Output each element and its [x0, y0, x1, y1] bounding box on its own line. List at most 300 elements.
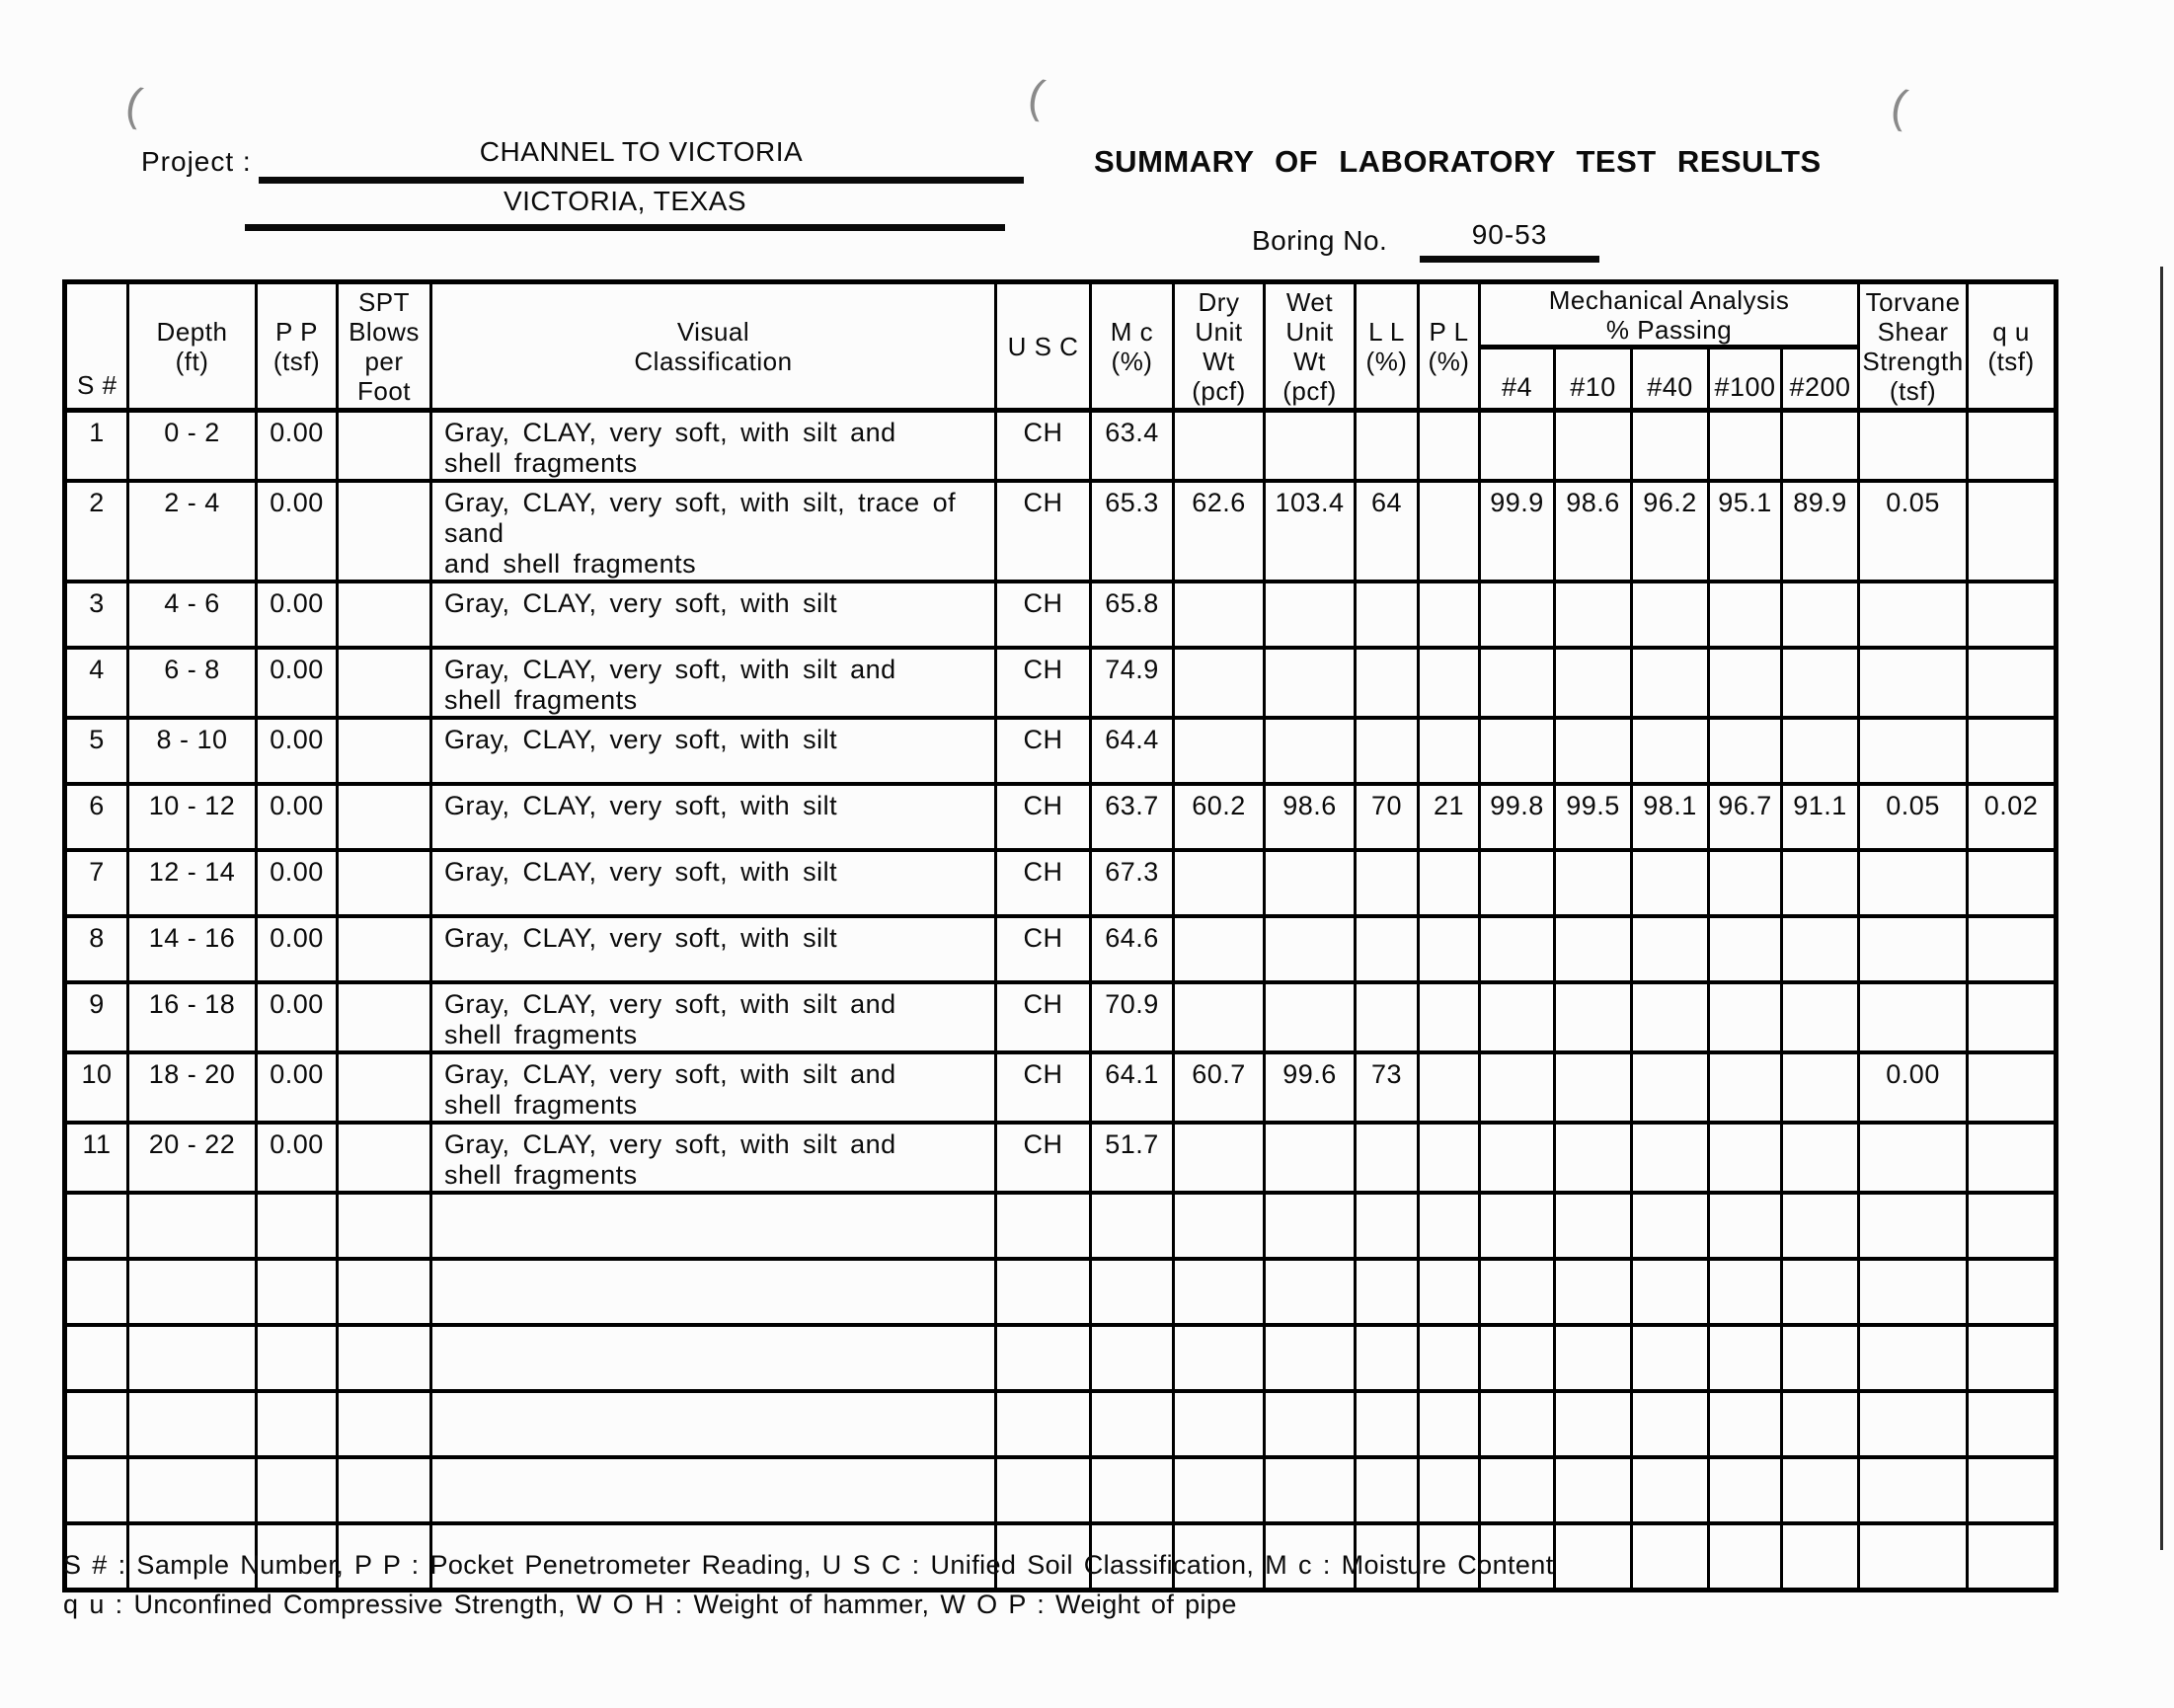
cell-qu: 0.02	[1968, 784, 2057, 850]
cell-ll	[1356, 1457, 1419, 1523]
col-header-sample-number: S #	[65, 282, 128, 411]
cell-pl	[1419, 1193, 1480, 1259]
cell-wet-unit-wt	[1265, 582, 1356, 648]
footnote-abbreviations-2: q u : Unconfined Compressive Strength, W O H : Weight of hammer, W O P : Weight of pipe	[63, 1590, 1237, 1619]
cell-sample-number	[65, 1193, 128, 1259]
table-row	[65, 481, 2057, 582]
cell-passing-10	[1555, 1457, 1632, 1523]
col-header-dry-unit-wt: Dry Unit Wt (pcf)	[1174, 282, 1265, 411]
cell-dry-unit-wt	[1174, 916, 1265, 982]
cell-torvane-shear	[1859, 648, 1968, 718]
col-header-pl: P L (%)	[1419, 282, 1480, 411]
cell-sample-number: 2	[65, 481, 128, 582]
cell-torvane-shear	[1859, 850, 1968, 916]
cell-dry-unit-wt	[1174, 1259, 1265, 1325]
cell-pp: 0.00	[257, 1052, 338, 1123]
cell-mc: 63.7	[1091, 784, 1174, 850]
cell-visual-classification: Gray, CLAY, very soft, with silt	[431, 916, 996, 982]
cell-passing-10: 98.6	[1555, 481, 1632, 582]
project-name: CHANNEL TO VICTORIA	[259, 136, 1024, 184]
scan-artifact: (	[121, 77, 146, 130]
table-row	[65, 784, 2057, 850]
cell-visual-classification: Gray, CLAY, very soft, with silt and shell fragments	[431, 1052, 996, 1123]
cell-passing-40	[1632, 982, 1709, 1052]
cell-passing-200	[1782, 648, 1859, 718]
cell-mc	[1091, 1457, 1174, 1523]
cell-spt-blows	[338, 1193, 431, 1259]
cell-dry-unit-wt	[1174, 582, 1265, 648]
cell-visual-classification	[431, 1259, 996, 1325]
cell-passing-100	[1709, 1123, 1782, 1193]
table-row	[65, 1259, 2057, 1325]
cell-torvane-shear	[1859, 1523, 1968, 1590]
cell-usc: CH	[996, 411, 1091, 482]
cell-visual-classification: Gray, CLAY, very soft, with silt, trace of sand and shell fragments	[431, 481, 996, 582]
cell-depth: 2 - 4	[128, 481, 257, 582]
cell-pl	[1419, 582, 1480, 648]
cell-passing-10	[1555, 582, 1632, 648]
col-header-depth: Depth (ft)	[128, 282, 257, 411]
cell-ll	[1356, 916, 1419, 982]
project-label: Project :	[141, 146, 252, 177]
cell-spt-blows	[338, 648, 431, 718]
cell-passing-10	[1555, 718, 1632, 784]
cell-passing-200	[1782, 1391, 1859, 1457]
col-header-ll: L L (%)	[1356, 282, 1419, 411]
cell-qu	[1968, 982, 2057, 1052]
cell-torvane-shear	[1859, 1325, 1968, 1391]
cell-qu	[1968, 648, 2057, 718]
cell-spt-blows	[338, 1259, 431, 1325]
cell-passing-100	[1709, 1325, 1782, 1391]
cell-depth: 10 - 12	[128, 784, 257, 850]
table-row	[65, 1391, 2057, 1457]
cell-passing-100	[1709, 850, 1782, 916]
cell-torvane-shear	[1859, 1457, 1968, 1523]
cell-torvane-shear	[1859, 582, 1968, 648]
cell-passing-40	[1632, 1052, 1709, 1123]
table-row	[65, 1325, 2057, 1391]
cell-passing-100	[1709, 1193, 1782, 1259]
cell-usc	[996, 1391, 1091, 1457]
cell-sample-number: 4	[65, 648, 128, 718]
cell-passing-10	[1555, 982, 1632, 1052]
cell-pp	[257, 1193, 338, 1259]
cell-pp: 0.00	[257, 411, 338, 482]
cell-wet-unit-wt	[1265, 648, 1356, 718]
cell-visual-classification: Gray, CLAY, very soft, with silt	[431, 718, 996, 784]
table-row	[65, 718, 2057, 784]
cell-visual-classification: Gray, CLAY, very soft, with silt	[431, 784, 996, 850]
cell-sample-number: 7	[65, 850, 128, 916]
cell-passing-200	[1782, 718, 1859, 784]
cell-passing-100	[1709, 582, 1782, 648]
cell-passing-100: 95.1	[1709, 481, 1782, 582]
cell-usc: CH	[996, 582, 1091, 648]
cell-pl	[1419, 1391, 1480, 1457]
cell-qu	[1968, 1391, 2057, 1457]
cell-pl	[1419, 1052, 1480, 1123]
cell-passing-10	[1555, 1052, 1632, 1123]
cell-depth: 8 - 10	[128, 718, 257, 784]
cell-torvane-shear	[1859, 411, 1968, 482]
cell-wet-unit-wt: 99.6	[1265, 1052, 1356, 1123]
table-row	[65, 648, 2057, 718]
cell-qu	[1968, 850, 2057, 916]
cell-passing-4	[1480, 1259, 1555, 1325]
boring-no-label: Boring No.	[1252, 225, 1388, 256]
cell-depth	[128, 1457, 257, 1523]
cell-passing-200	[1782, 1052, 1859, 1123]
cell-passing-4	[1480, 1123, 1555, 1193]
cell-torvane-shear: 0.00	[1859, 1052, 1968, 1123]
cell-pl	[1419, 411, 1480, 482]
cell-passing-200	[1782, 1457, 1859, 1523]
cell-pp: 0.00	[257, 582, 338, 648]
col-header-pp: P P (tsf)	[257, 282, 338, 411]
cell-passing-100	[1709, 1259, 1782, 1325]
cell-dry-unit-wt	[1174, 1325, 1265, 1391]
cell-mc: 67.3	[1091, 850, 1174, 916]
cell-wet-unit-wt: 103.4	[1265, 481, 1356, 582]
cell-passing-200	[1782, 916, 1859, 982]
cell-passing-10	[1555, 1325, 1632, 1391]
cell-ll: 64	[1356, 481, 1419, 582]
cell-pl	[1419, 1123, 1480, 1193]
cell-visual-classification: Gray, CLAY, very soft, with silt and shell fragments	[431, 411, 996, 482]
table-row	[65, 916, 2057, 982]
cell-wet-unit-wt: 98.6	[1265, 784, 1356, 850]
cell-depth: 14 - 16	[128, 916, 257, 982]
cell-passing-100	[1709, 916, 1782, 982]
cell-depth: 18 - 20	[128, 1052, 257, 1123]
cell-depth: 6 - 8	[128, 648, 257, 718]
cell-spt-blows	[338, 582, 431, 648]
cell-visual-classification: Gray, CLAY, very soft, with silt	[431, 850, 996, 916]
cell-usc	[996, 1457, 1091, 1523]
cell-ll: 70	[1356, 784, 1419, 850]
table-row	[65, 411, 2057, 482]
cell-passing-4	[1480, 1325, 1555, 1391]
col-header-sieve-200: #200	[1782, 348, 1859, 411]
cell-passing-100	[1709, 1523, 1782, 1590]
col-header-sieve-100: #100	[1709, 348, 1782, 411]
cell-passing-4	[1480, 916, 1555, 982]
cell-torvane-shear	[1859, 1193, 1968, 1259]
cell-passing-10	[1555, 1259, 1632, 1325]
cell-mc: 65.8	[1091, 582, 1174, 648]
cell-pl	[1419, 1259, 1480, 1325]
table-body	[65, 411, 2057, 1591]
cell-passing-4: 99.8	[1480, 784, 1555, 850]
cell-passing-40: 98.1	[1632, 784, 1709, 850]
cell-passing-10: 99.5	[1555, 784, 1632, 850]
cell-passing-40	[1632, 1123, 1709, 1193]
cell-torvane-shear	[1859, 718, 1968, 784]
cell-mc: 51.7	[1091, 1123, 1174, 1193]
cell-pl	[1419, 1325, 1480, 1391]
cell-passing-40	[1632, 411, 1709, 482]
cell-sample-number: 6	[65, 784, 128, 850]
cell-visual-classification	[431, 1193, 996, 1259]
cell-qu	[1968, 1457, 2057, 1523]
col-header-qu: q u (tsf)	[1968, 282, 2057, 411]
cell-pp: 0.00	[257, 718, 338, 784]
cell-ll	[1356, 1391, 1419, 1457]
cell-dry-unit-wt	[1174, 1391, 1265, 1457]
cell-passing-200	[1782, 582, 1859, 648]
cell-wet-unit-wt	[1265, 411, 1356, 482]
cell-ll	[1356, 850, 1419, 916]
cell-qu	[1968, 1193, 2057, 1259]
project-location: VICTORIA, TEXAS	[245, 186, 1005, 231]
cell-qu	[1968, 1325, 2057, 1391]
cell-torvane-shear: 0.05	[1859, 481, 1968, 582]
cell-depth	[128, 1391, 257, 1457]
cell-visual-classification	[431, 1325, 996, 1391]
cell-mc: 63.4	[1091, 411, 1174, 482]
cell-qu	[1968, 1523, 2057, 1590]
cell-passing-10	[1555, 1193, 1632, 1259]
cell-torvane-shear: 0.05	[1859, 784, 1968, 850]
cell-passing-200	[1782, 411, 1859, 482]
cell-passing-100: 96.7	[1709, 784, 1782, 850]
cell-sample-number: 5	[65, 718, 128, 784]
cell-pp	[257, 1391, 338, 1457]
cell-passing-40	[1632, 1193, 1709, 1259]
cell-usc: CH	[996, 481, 1091, 582]
cell-mc	[1091, 1259, 1174, 1325]
cell-pp: 0.00	[257, 1123, 338, 1193]
cell-passing-10	[1555, 850, 1632, 916]
col-header-wet-unit-wt: Wet Unit Wt (pcf)	[1265, 282, 1356, 411]
col-header-usc: U S C	[996, 282, 1091, 411]
table-row	[65, 1457, 2057, 1523]
lab-results-table	[62, 279, 2058, 1592]
cell-passing-200	[1782, 1325, 1859, 1391]
cell-mc: 64.4	[1091, 718, 1174, 784]
cell-passing-40	[1632, 1259, 1709, 1325]
cell-sample-number	[65, 1391, 128, 1457]
col-header-sieve-10: #10	[1555, 348, 1632, 411]
cell-qu	[1968, 1259, 2057, 1325]
cell-usc: CH	[996, 718, 1091, 784]
cell-passing-4	[1480, 718, 1555, 784]
cell-qu	[1968, 916, 2057, 982]
cell-passing-4	[1480, 982, 1555, 1052]
cell-passing-4	[1480, 1457, 1555, 1523]
cell-pp: 0.00	[257, 648, 338, 718]
cell-passing-4	[1480, 1193, 1555, 1259]
cell-ll	[1356, 648, 1419, 718]
page-title: SUMMARY OF LABORATORY TEST RESULTS	[1094, 144, 1822, 179]
cell-passing-40	[1632, 582, 1709, 648]
cell-passing-200	[1782, 1193, 1859, 1259]
cell-pp: 0.00	[257, 481, 338, 582]
cell-sample-number: 3	[65, 582, 128, 648]
cell-dry-unit-wt	[1174, 982, 1265, 1052]
cell-dry-unit-wt: 60.7	[1174, 1052, 1265, 1123]
cell-spt-blows	[338, 850, 431, 916]
cell-sample-number: 10	[65, 1052, 128, 1123]
cell-usc: CH	[996, 850, 1091, 916]
cell-sample-number	[65, 1457, 128, 1523]
cell-passing-4	[1480, 582, 1555, 648]
cell-usc: CH	[996, 916, 1091, 982]
cell-ll	[1356, 1123, 1419, 1193]
cell-wet-unit-wt	[1265, 1391, 1356, 1457]
cell-wet-unit-wt	[1265, 1193, 1356, 1259]
cell-dry-unit-wt	[1174, 648, 1265, 718]
cell-usc	[996, 1259, 1091, 1325]
cell-wet-unit-wt	[1265, 982, 1356, 1052]
cell-qu	[1968, 582, 2057, 648]
cell-passing-40	[1632, 850, 1709, 916]
col-header-spt: SPT Blows per Foot	[338, 282, 431, 411]
cell-passing-40	[1632, 1391, 1709, 1457]
cell-spt-blows	[338, 784, 431, 850]
cell-passing-10	[1555, 1523, 1632, 1590]
cell-pl	[1419, 648, 1480, 718]
cell-passing-100	[1709, 718, 1782, 784]
col-header-mechanical-analysis: Mechanical Analysis % Passing	[1480, 282, 1859, 348]
cell-pl	[1419, 982, 1480, 1052]
cell-passing-10	[1555, 916, 1632, 982]
cell-sample-number	[65, 1325, 128, 1391]
cell-visual-classification: Gray, CLAY, very soft, with silt	[431, 582, 996, 648]
cell-usc: CH	[996, 648, 1091, 718]
cell-passing-40: 96.2	[1632, 481, 1709, 582]
cell-passing-200: 91.1	[1782, 784, 1859, 850]
cell-spt-blows	[338, 982, 431, 1052]
cell-sample-number: 9	[65, 982, 128, 1052]
cell-passing-100	[1709, 1052, 1782, 1123]
cell-passing-4	[1480, 1391, 1555, 1457]
cell-sample-number: 8	[65, 916, 128, 982]
table-row	[65, 1123, 2057, 1193]
cell-spt-blows	[338, 1325, 431, 1391]
cell-depth	[128, 1259, 257, 1325]
cell-dry-unit-wt	[1174, 1457, 1265, 1523]
cell-depth	[128, 1193, 257, 1259]
cell-passing-200	[1782, 1259, 1859, 1325]
cell-sample-number: 11	[65, 1123, 128, 1193]
cell-passing-4: 99.9	[1480, 481, 1555, 582]
cell-wet-unit-wt	[1265, 916, 1356, 982]
cell-passing-4	[1480, 411, 1555, 482]
table-row	[65, 850, 2057, 916]
cell-spt-blows	[338, 718, 431, 784]
cell-depth: 16 - 18	[128, 982, 257, 1052]
cell-mc: 64.6	[1091, 916, 1174, 982]
cell-ll	[1356, 582, 1419, 648]
cell-passing-4	[1480, 1052, 1555, 1123]
cell-qu	[1968, 411, 2057, 482]
col-header-sieve-40: #40	[1632, 348, 1709, 411]
cell-ll: 73	[1356, 1052, 1419, 1123]
table-row	[65, 1193, 2057, 1259]
cell-torvane-shear	[1859, 1259, 1968, 1325]
cell-passing-200	[1782, 1123, 1859, 1193]
cell-sample-number: 1	[65, 411, 128, 482]
cell-visual-classification	[431, 1457, 996, 1523]
cell-passing-10	[1555, 648, 1632, 718]
cell-pl: 21	[1419, 784, 1480, 850]
cell-dry-unit-wt	[1174, 850, 1265, 916]
cell-ll	[1356, 718, 1419, 784]
cell-pl	[1419, 916, 1480, 982]
cell-passing-40	[1632, 648, 1709, 718]
scan-edge-line	[2160, 267, 2163, 1550]
cell-ll	[1356, 1325, 1419, 1391]
cell-mc	[1091, 1391, 1174, 1457]
cell-passing-200: 89.9	[1782, 481, 1859, 582]
cell-passing-40	[1632, 1523, 1709, 1590]
cell-passing-10	[1555, 1391, 1632, 1457]
cell-passing-200	[1782, 1523, 1859, 1590]
cell-usc: CH	[996, 784, 1091, 850]
cell-mc	[1091, 1325, 1174, 1391]
cell-spt-blows	[338, 1123, 431, 1193]
cell-pp	[257, 1259, 338, 1325]
cell-torvane-shear	[1859, 1391, 1968, 1457]
cell-mc: 74.9	[1091, 648, 1174, 718]
cell-passing-40	[1632, 718, 1709, 784]
cell-qu	[1968, 718, 2057, 784]
cell-wet-unit-wt	[1265, 718, 1356, 784]
table-row	[65, 1052, 2057, 1123]
cell-spt-blows	[338, 411, 431, 482]
col-header-torvane: Torvane Shear Strength (tsf)	[1859, 282, 1968, 411]
cell-pl	[1419, 718, 1480, 784]
table-row	[65, 982, 2057, 1052]
table-header	[65, 282, 2057, 411]
boring-no-value: 90-53	[1420, 219, 1599, 263]
cell-depth	[128, 1325, 257, 1391]
cell-qu	[1968, 481, 2057, 582]
cell-mc	[1091, 1193, 1174, 1259]
cell-depth: 4 - 6	[128, 582, 257, 648]
cell-qu	[1968, 1123, 2057, 1193]
cell-passing-40	[1632, 1325, 1709, 1391]
cell-dry-unit-wt	[1174, 1123, 1265, 1193]
cell-pl	[1419, 850, 1480, 916]
cell-mc: 65.3	[1091, 481, 1174, 582]
cell-usc: CH	[996, 1052, 1091, 1123]
cell-spt-blows	[338, 916, 431, 982]
cell-pl	[1419, 1457, 1480, 1523]
cell-usc	[996, 1193, 1091, 1259]
scan-artifact: (	[1024, 69, 1048, 122]
cell-passing-100	[1709, 648, 1782, 718]
cell-passing-10	[1555, 411, 1632, 482]
cell-wet-unit-wt	[1265, 1259, 1356, 1325]
cell-dry-unit-wt: 62.6	[1174, 481, 1265, 582]
cell-visual-classification: Gray, CLAY, very soft, with silt and shell fragments	[431, 982, 996, 1052]
scan-artifact: (	[1887, 79, 1911, 132]
cell-visual-classification: Gray, CLAY, very soft, with silt and shell fragments	[431, 648, 996, 718]
cell-passing-100	[1709, 1391, 1782, 1457]
col-header-sieve-4: #4	[1480, 348, 1555, 411]
cell-dry-unit-wt	[1174, 411, 1265, 482]
cell-dry-unit-wt	[1174, 718, 1265, 784]
cell-passing-10	[1555, 1123, 1632, 1193]
cell-passing-200	[1782, 850, 1859, 916]
cell-wet-unit-wt	[1265, 850, 1356, 916]
cell-pl	[1419, 481, 1480, 582]
cell-pp	[257, 1457, 338, 1523]
cell-qu	[1968, 1052, 2057, 1123]
